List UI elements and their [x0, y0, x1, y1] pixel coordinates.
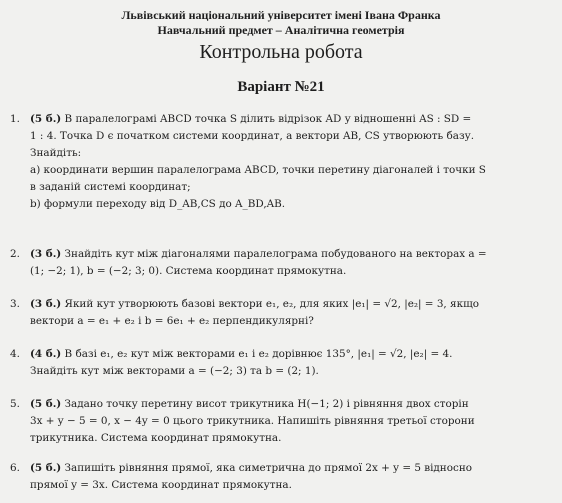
task-text: Який кут утворюють базові вектори e₁, e₂, для яких |e₁| = √2, |e₂| = 3, якщо	[64, 298, 480, 310]
university-name: Львівський національний університет імені Івана Франка	[121, 8, 441, 22]
task-text: в заданій системі координат;	[30, 181, 191, 193]
task-3	[10, 296, 546, 330]
task-text: трикутника. Система координат прямокутна.	[30, 432, 282, 444]
task-number: 6.	[10, 462, 20, 474]
task-5	[10, 396, 546, 447]
task-text: 3x + y − 5 = 0, x − 4y = 0 цього трикутника. Напишіть рівняння третьої сторони	[30, 415, 475, 427]
task-points: (3 б.)	[30, 248, 62, 260]
task-points: (5 б.)	[30, 462, 62, 474]
task-4	[10, 346, 546, 380]
task-text: b) формули переходу від D_AB,CS до A_BD,AB.	[30, 198, 286, 210]
task-text: вектори a = e₁ + e₂ і b = 6e₁ + e₂ перпендикулярні?	[30, 315, 314, 327]
task-text: В паралелограмі ABCD точка S ділить відрізок AD у відношенні AS : SD =	[64, 113, 472, 125]
task-text: Знайдіть кут між векторами a = (−2; 3) та b = (2; 1).	[30, 365, 319, 377]
task-number: 4.	[10, 348, 20, 360]
task-text: Задано точку перетину висот трикутника H(−1; 2) і рівняння двох сторін	[64, 398, 469, 410]
task-number: 3.	[10, 298, 20, 310]
task-text: Запишіть рівняння прямої, яка симетрична до прямої 2x + y = 5 відносно	[64, 462, 472, 474]
task-text: 1 : 4. Точка D є початком системи координат, а вектори AB, CS утворюють базу.	[30, 130, 475, 142]
task-text: (1; −2; 1), b = (−2; 3; 0). Система координат прямокутна.	[30, 265, 347, 277]
task-points: (4 б.)	[30, 348, 62, 360]
task-text: а) координати вершин паралелограма ABCD, точки перетину діагоналей і точки S	[30, 164, 486, 176]
task-text: В базі e₁, e₂ кут між векторами e₁ і e₂ дорівнює 135°, |e₁| = √2, |e₂| = 4.	[64, 348, 453, 360]
task-6	[10, 460, 546, 494]
variant-label: Варіант №21	[237, 79, 325, 95]
task-text: Знайдіть:	[30, 147, 82, 159]
subject-line: Навчальний предмет – Аналітична геометрія	[157, 23, 405, 37]
task-text: прямої y = 3x. Система координат прямокутна.	[30, 479, 292, 491]
page-title: Контрольна робота	[199, 41, 363, 63]
task-number: 2.	[10, 248, 20, 260]
task-number: 5.	[10, 398, 20, 410]
task-2	[10, 246, 546, 280]
task-number: 1.	[10, 113, 20, 125]
task-text: Знайдіть кут між діагоналями паралелограма побудованого на векторах a =	[64, 248, 487, 260]
task-points: (5 б.)	[30, 113, 62, 125]
task-points: (5 б.)	[30, 398, 62, 410]
task-1	[10, 111, 546, 213]
task-points: (3 б.)	[30, 298, 62, 310]
